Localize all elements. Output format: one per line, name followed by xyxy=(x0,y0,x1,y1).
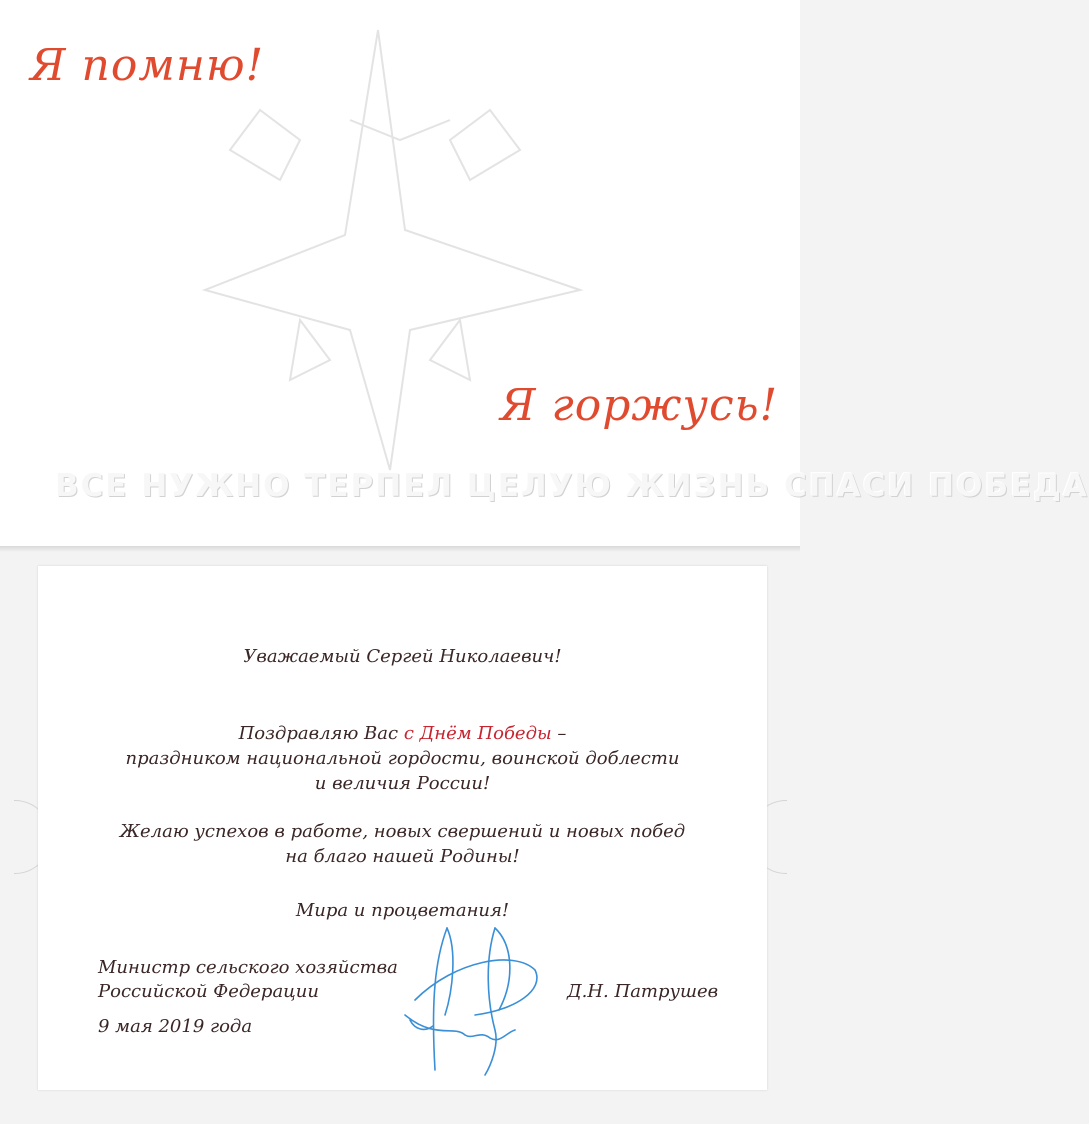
greatness-line: и величия России! xyxy=(314,773,491,794)
victory-day-highlight: с Днём Победы xyxy=(403,723,552,744)
congrats-line xyxy=(38,723,767,744)
slogan-remember: Я помню! xyxy=(30,40,265,91)
fold-shadow xyxy=(0,546,800,552)
signer-position-2: Российской Федерации xyxy=(98,981,319,1002)
slogan-proud: Я горжусь! xyxy=(500,380,779,431)
wish-line: Желаю успехов в работе, новых свершений и новых побед xyxy=(119,821,686,842)
holiday-line: праздником национальной гордости, воинской доблести xyxy=(125,748,680,769)
homeland-line: на благо нашей Родины! xyxy=(285,846,520,867)
embossed-caption: ВСЕ НУЖНО ТЕРПЕЛ ЦЕЛУЮ ЖИЗНЬ СПАСИ ПОБЕДА xyxy=(55,468,1089,504)
card-cover xyxy=(0,0,1089,548)
signer-position-1: Министр сельского хозяйства xyxy=(98,957,398,978)
signer-name: Д.Н. Патрушев xyxy=(567,981,719,1002)
congrats-dash: – xyxy=(551,723,567,744)
congrats-prefix: Поздравляю Вас xyxy=(238,723,404,744)
peace-line: Мира и процветания! xyxy=(295,900,510,921)
letter-date: 9 мая 2019 года xyxy=(98,1016,253,1037)
greeting: Уважаемый Сергей Николаевич! xyxy=(243,646,562,667)
handwritten-signature xyxy=(395,920,540,1085)
